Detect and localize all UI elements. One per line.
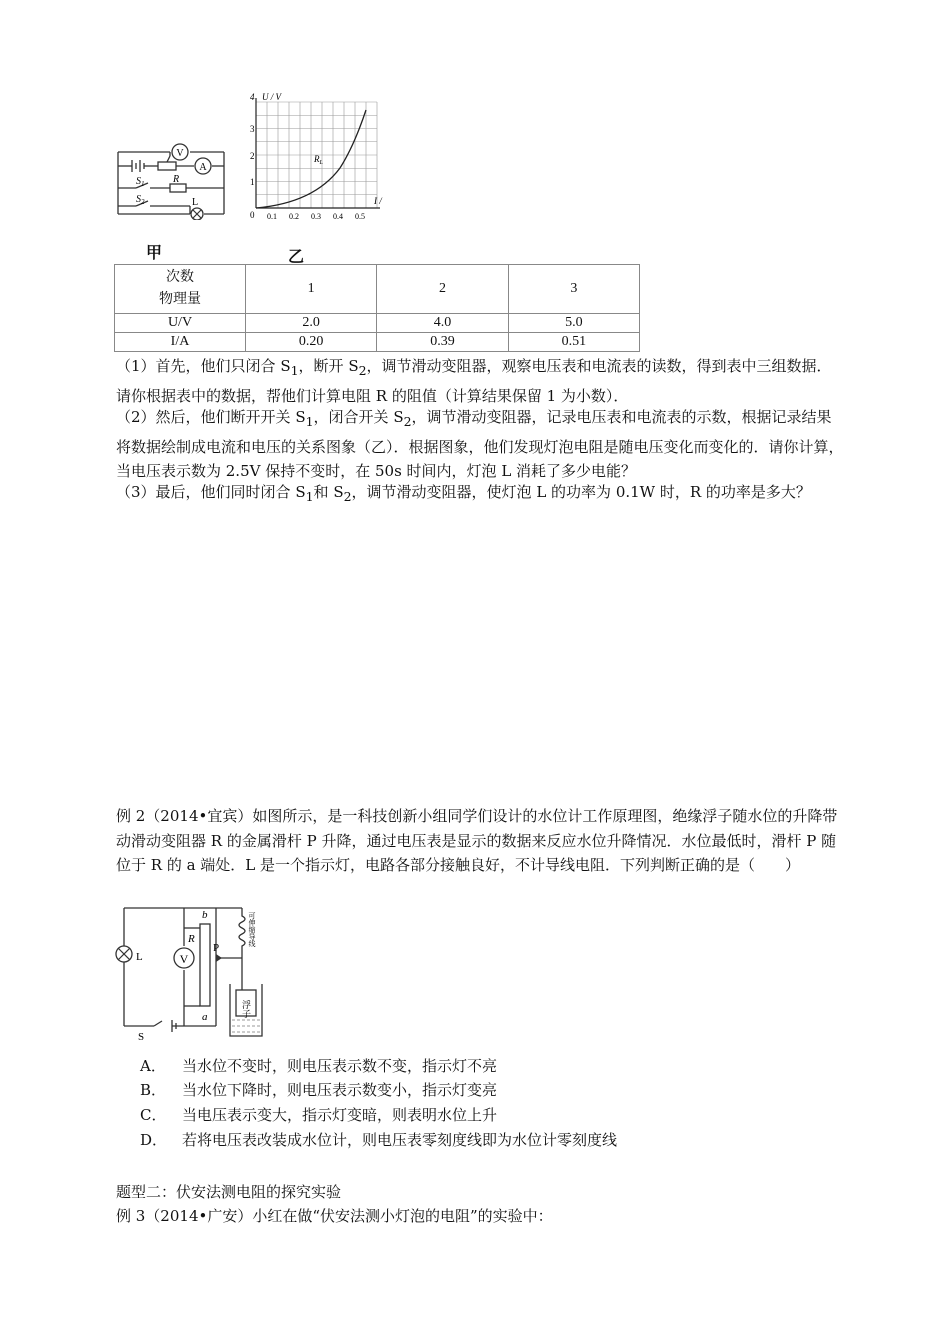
table-cell: 2.0 xyxy=(246,314,377,333)
topic-2-heading: 题型二：伏安法测电阻的探究实验 xyxy=(116,1183,342,1201)
data-table xyxy=(114,264,640,352)
ammeter-icon xyxy=(195,158,211,174)
x-axis-tick-4: 0.4 xyxy=(333,212,343,221)
lamp-icon xyxy=(191,208,203,220)
lamp-label: L xyxy=(136,951,143,963)
svg-text:V: V xyxy=(176,148,184,159)
resistor-label: R xyxy=(173,174,180,185)
curve-label: $R_L$ xyxy=(314,154,323,166)
table-row xyxy=(115,333,640,352)
x-axis-tick-1: 0.1 xyxy=(267,212,277,221)
column-header-2: 2 xyxy=(377,265,508,314)
question-1: （1）首先，他们只闭合 $S_1$，断开 $S_2$，调节滑动变阻器，观察电压表和电流表的读数，得到表中三组数据．请你根据表中的数据，帮他们计算电阻 R 的阻值（计算结果保留 1 为小数）． xyxy=(116,357,832,405)
switch-s1-label: $S_1$ xyxy=(136,176,145,188)
slider-label: P xyxy=(213,942,220,954)
y-axis-label: U / V xyxy=(262,92,281,102)
circuit-diagram-a xyxy=(112,128,234,220)
option-letter: B． xyxy=(140,1081,167,1099)
water-lines xyxy=(232,1020,260,1032)
table-cell: 0.51 xyxy=(508,333,639,352)
row-name-i: I/A xyxy=(115,333,246,352)
water-level-circuit xyxy=(112,898,292,1046)
svg-text:A: A xyxy=(199,162,207,173)
y-axis-tick-1: 1 xyxy=(250,177,255,187)
table-cell: 0.20 xyxy=(246,333,377,352)
option-text: 当水位不变时，则电压表示数不变，指示灯不亮 xyxy=(182,1057,498,1075)
option-b[interactable] xyxy=(140,1078,497,1102)
example-3-text: 例 3（2014•广安）小红在做“伏安法测小灯泡的电阻”的实验中： xyxy=(116,1207,553,1225)
y-axis-tick-4: 4 xyxy=(250,92,255,102)
x-axis-tick-3: 0.3 xyxy=(311,212,321,221)
spring-lead-label: 可伸缩导线 xyxy=(248,912,256,947)
resistor-label: R xyxy=(188,933,195,945)
example-2-text: 例 2（2014•宜宾）如图所示，是一科技创新小组同学们设计的水位计工作原理图，绝缘浮子随水位的升降带动滑动变阻器 R 的金属滑杆 P 升降，通过电压表是显示的数据来反应水位升降情况．水位最低时，滑杆 P 随位于 R 的 a 端处．L 是一个指示灯，电路各部分接触良好，不计导线电阻．下列判断正确的是（ ） xyxy=(116,807,838,874)
row-name-u: U/V xyxy=(115,314,246,333)
figure-b-label: 乙 xyxy=(288,247,305,266)
switch-s2-label: $S_2$ xyxy=(136,194,145,206)
table-row xyxy=(115,314,640,333)
option-text: 当水位下降时，则电压表示数变小，指示灯变亮 xyxy=(182,1081,498,1099)
table-cell: 0.39 xyxy=(377,333,508,352)
y-axis-tick-3: 3 xyxy=(250,124,255,134)
lamp-icon xyxy=(116,946,132,962)
float-label: 浮子 xyxy=(241,1000,251,1018)
option-d[interactable] xyxy=(140,1128,617,1152)
voltmeter-icon xyxy=(172,144,188,160)
figure-a-label: 甲 xyxy=(146,243,163,262)
table-corner-header xyxy=(115,265,246,314)
option-c[interactable] xyxy=(140,1103,497,1127)
table-cell: 4.0 xyxy=(377,314,508,333)
option-letter: C． xyxy=(140,1106,167,1124)
option-text: 若将电压表改装成水位计，则电压表零刻度线即为水位计零刻度线 xyxy=(182,1131,618,1149)
x-axis-tick-5: 0.5 xyxy=(355,212,365,221)
table-header-row xyxy=(115,265,640,314)
slider-arrow-icon xyxy=(216,954,222,962)
y-axis-tick-2: 2 xyxy=(250,151,255,161)
option-letter: A． xyxy=(140,1057,166,1075)
x-axis-label: I / xyxy=(374,196,382,206)
switch-label: S xyxy=(138,1031,145,1043)
x-axis-tick-2: 0.2 xyxy=(289,212,299,221)
svg-text:V: V xyxy=(179,952,189,966)
origin-label: 0 xyxy=(250,210,255,220)
header-line-1: 次数 xyxy=(166,270,194,285)
option-letter: D． xyxy=(140,1131,168,1149)
header-line-2: 物理量 xyxy=(159,292,201,307)
end-a-label: a xyxy=(202,1011,208,1023)
column-header-1: 1 xyxy=(246,265,377,314)
lamp-label: L xyxy=(192,197,199,208)
table-cell: 5.0 xyxy=(508,314,639,333)
ui-graph xyxy=(244,88,394,228)
question-2: （2）然后，他们断开开关 $S_1$，闭合开关 $S_2$，调节滑动变阻器，记录电压表和电流表的示数，根据记录结果将数据绘制成电流和电压的关系图象（乙）．根据图象，他们发现灯泡电阻是随电压变化而变化的．请你计算，当电压表示数为 2.5V 保持不变时，在 50s 时间内，灯泡 L 消耗了多少电能？ xyxy=(116,408,844,480)
column-header-3: 3 xyxy=(508,265,639,314)
end-b-label: b xyxy=(202,909,208,921)
option-text: 当电压表示变大，指示灯变暗，则表明水位上升 xyxy=(182,1106,498,1124)
option-a[interactable] xyxy=(140,1054,497,1078)
voltmeter-icon xyxy=(174,948,194,968)
question-3: （3）最后，他们同时闭合 $S_1$和 $S_2$，调节滑动变阻器，使灯泡 L 的功率为 0.1W 时，R 的功率是多大？ xyxy=(116,483,811,504)
